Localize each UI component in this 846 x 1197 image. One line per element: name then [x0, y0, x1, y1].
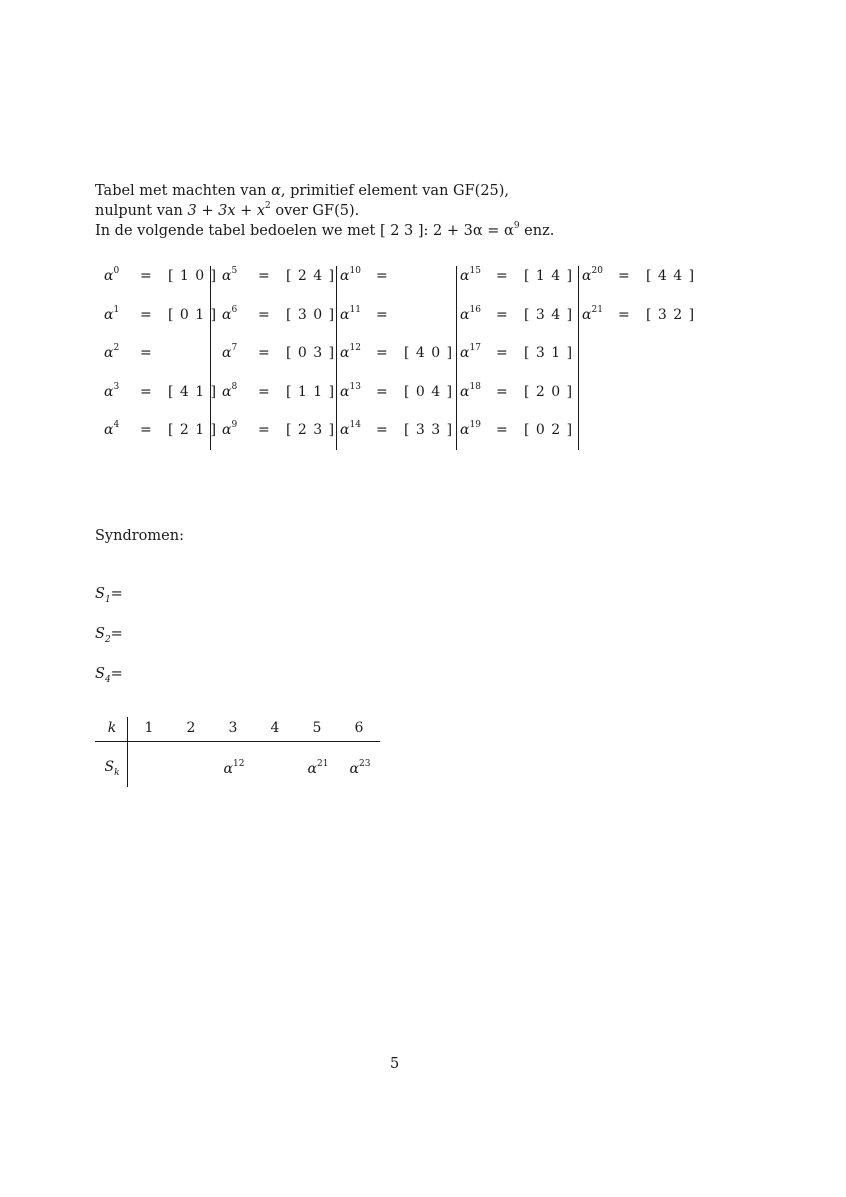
powers-row	[222, 422, 336, 442]
power-label	[222, 422, 237, 438]
alpha-symbol: α	[104, 345, 114, 361]
alpha-symbol: α	[460, 384, 470, 400]
sk-value	[342, 761, 378, 777]
powers-group	[336, 266, 457, 450]
alpha-symbol: α	[340, 268, 350, 284]
alpha-symbol: α	[340, 422, 350, 438]
sk-exponent: 23	[359, 759, 371, 770]
power-label	[582, 307, 603, 323]
alpha-symbol: α	[104, 307, 114, 323]
alpha-symbol: α	[460, 422, 470, 438]
powers-row	[340, 307, 456, 327]
table-vertical-rule	[127, 717, 128, 787]
power-exponent: 12	[349, 343, 361, 354]
alpha-symbol: α	[582, 307, 592, 323]
power-label	[460, 345, 481, 361]
sk-header	[97, 759, 127, 778]
power-label	[340, 345, 361, 361]
power-label	[460, 384, 481, 400]
alpha-symbol: α	[222, 345, 232, 361]
powers-row	[582, 305, 696, 327]
powers-row	[460, 345, 578, 365]
alpha-symbol: α	[460, 268, 470, 284]
equals-sign: =	[258, 268, 270, 284]
vector-value: [ 2 3 ]	[286, 422, 336, 438]
k-column-header: 1	[144, 720, 154, 736]
alpha-symbol: α	[104, 422, 114, 438]
intro-line-1: Tabel met machten van α, primitief element van GF(25),	[95, 183, 510, 199]
k-header	[97, 720, 127, 736]
power-exponent: 9	[231, 420, 238, 431]
equals-sign: =	[140, 345, 152, 361]
page-number: 5	[390, 1056, 400, 1072]
equals-sign: =	[376, 268, 388, 284]
alpha-symbol: α	[340, 345, 350, 361]
power-label	[222, 384, 237, 400]
vector-value: [ 3 3 ]	[404, 422, 454, 438]
k-column-header: 5	[312, 720, 322, 736]
alpha-symbol: α	[307, 761, 317, 777]
equals-sign: =	[496, 422, 508, 438]
k-column-header: 6	[354, 720, 364, 736]
alpha-symbol: α	[104, 384, 114, 400]
table-horizontal-rule	[95, 741, 380, 742]
sk-value	[216, 761, 252, 777]
power-label	[104, 345, 119, 361]
equals-sign: =	[110, 586, 123, 602]
power-exponent: 2	[113, 343, 120, 354]
power-exponent: 11	[349, 305, 361, 316]
powers-group	[218, 266, 337, 450]
power-label	[460, 268, 481, 284]
alpha-symbol: α	[349, 761, 359, 777]
sk-index: k	[114, 767, 120, 778]
powers-row	[222, 384, 336, 404]
equals-sign: =	[376, 422, 388, 438]
power-label	[340, 422, 361, 438]
power-exponent: 20	[591, 266, 603, 277]
k-column-header: 4	[270, 720, 280, 736]
alpha-symbol: α	[222, 268, 232, 284]
alpha-symbol: α	[582, 268, 592, 284]
intro-line-2: nulpunt van $3 + 3x + x^2$ over GF(5).	[95, 201, 360, 219]
power-label	[104, 422, 119, 438]
power-exponent: 15	[469, 266, 481, 277]
equals-sign: =	[496, 307, 508, 323]
equals-sign: =	[618, 268, 630, 284]
vector-value: [ 1 1 ]	[286, 384, 336, 400]
powers-group	[100, 266, 218, 450]
equals-sign: =	[496, 268, 508, 284]
powers-row	[340, 422, 456, 442]
equals-sign: =	[110, 626, 123, 642]
vector-value: [ 4 0 ]	[404, 345, 454, 361]
syndrome-item	[95, 626, 123, 645]
intro-line-3: In de volgende tabel bedoelen we met [ 2 3 ]: $2 + 3\alpha = \alpha^9$ enz.	[95, 221, 555, 239]
power-exponent: 13	[349, 382, 361, 393]
alpha-symbol: α	[460, 345, 470, 361]
power-exponent: 19	[469, 420, 481, 431]
powers-row	[104, 420, 218, 442]
vector-value: [ 0 4 ]	[404, 384, 454, 400]
power-label	[582, 268, 603, 284]
power-label	[104, 307, 119, 323]
syndrome-item	[95, 586, 123, 605]
vector-value: [ 3 4 ]	[524, 307, 574, 323]
equals-sign: =	[258, 345, 270, 361]
vector-value: [ 2 0 ]	[524, 384, 574, 400]
equals-sign: =	[140, 268, 152, 284]
powers-row	[222, 268, 336, 288]
powers-row	[340, 345, 456, 365]
syndrome-symbol: S	[95, 626, 105, 642]
vector-value: [ 3 2 ]	[646, 307, 696, 323]
powers-row	[460, 422, 578, 442]
equals-sign: =	[258, 384, 270, 400]
equals-sign: =	[376, 384, 388, 400]
equals-sign: =	[140, 384, 152, 400]
equals-sign: =	[376, 345, 388, 361]
power-exponent: 7	[231, 343, 238, 354]
power-exponent: 6	[231, 305, 238, 316]
equals-sign: =	[140, 422, 152, 438]
power-exponent: 8	[231, 382, 238, 393]
vector-value: [ 0 3 ]	[286, 345, 336, 361]
power-label	[222, 307, 237, 323]
k-label: k	[107, 720, 117, 736]
power-label	[104, 268, 119, 284]
powers-row	[104, 266, 218, 288]
sk-value	[300, 761, 336, 777]
power-exponent: 3	[113, 382, 120, 393]
powers-row	[340, 268, 456, 288]
powers-row	[104, 382, 218, 404]
vector-value: [ 0 2 ]	[524, 422, 574, 438]
vector-value: [ 4 1 ]	[168, 384, 218, 400]
power-exponent: 17	[469, 343, 481, 354]
equals-sign: =	[110, 666, 123, 682]
alpha-symbol: α	[222, 384, 232, 400]
power-exponent: 16	[469, 305, 481, 316]
powers-row	[460, 307, 578, 327]
equals-sign: =	[376, 307, 388, 323]
equals-sign: =	[258, 307, 270, 323]
vector-value: [ 3 0 ]	[286, 307, 336, 323]
powers-row	[582, 266, 696, 288]
powers-row	[460, 384, 578, 404]
power-exponent: 21	[591, 305, 603, 316]
syndrome-symbol: S	[95, 666, 105, 682]
alpha-symbol: α	[223, 761, 233, 777]
alpha-symbol: α	[340, 307, 350, 323]
power-label	[460, 422, 481, 438]
powers-row	[104, 345, 210, 365]
power-exponent: 5	[231, 266, 238, 277]
power-label	[104, 384, 119, 400]
sk-exponent: 12	[233, 759, 245, 770]
equals-sign: =	[258, 422, 270, 438]
power-label	[340, 307, 361, 323]
power-exponent: 1	[113, 305, 120, 316]
syndrome-index: 4	[104, 674, 111, 685]
powers-group	[456, 266, 579, 450]
vector-value: [ 4 4 ]	[646, 268, 696, 284]
power-label	[460, 307, 481, 323]
intro-text	[95, 181, 554, 241]
power-exponent: 10	[349, 266, 361, 277]
alpha-symbol: α	[340, 384, 350, 400]
vector-value: [ 3 1 ]	[524, 345, 574, 361]
syndrome-table	[95, 717, 380, 787]
power-label	[340, 384, 361, 400]
equals-sign: =	[496, 384, 508, 400]
power-exponent: 14	[349, 420, 361, 431]
powers-row	[222, 345, 336, 365]
powers-row	[222, 307, 336, 327]
powers-row	[340, 384, 456, 404]
power-label	[222, 268, 237, 284]
powers-row	[460, 268, 578, 288]
alpha-symbol: α	[460, 307, 470, 323]
equals-sign: =	[618, 307, 630, 323]
syndrome-symbol: S	[95, 586, 105, 602]
syndrome-index: 1	[104, 594, 111, 605]
power-exponent: 18	[469, 382, 481, 393]
sk-symbol: S	[104, 759, 115, 775]
equals-sign: =	[496, 345, 508, 361]
alpha-symbol: α	[222, 307, 232, 323]
alpha-symbol: α	[222, 422, 232, 438]
power-exponent: 0	[113, 266, 120, 277]
syndrome-item	[95, 666, 123, 685]
vector-value: [ 1 0 ]	[168, 268, 218, 284]
equals-sign: =	[140, 307, 152, 323]
alpha-symbol: α	[104, 268, 114, 284]
k-column-header: 2	[186, 720, 196, 736]
vector-value: [ 2 1 ]	[168, 422, 218, 438]
syndrome-index: 2	[104, 634, 111, 645]
power-label	[340, 268, 361, 284]
vector-value: [ 2 4 ]	[286, 268, 336, 284]
powers-row	[104, 305, 218, 327]
k-column-header: 3	[228, 720, 238, 736]
vector-value: [ 0 1 ]	[168, 307, 218, 323]
power-label	[222, 345, 237, 361]
power-exponent: 4	[113, 420, 120, 431]
vector-value: [ 1 4 ]	[524, 268, 574, 284]
sk-exponent: 21	[317, 759, 329, 770]
syndromes-heading: Syndromen:	[95, 528, 184, 544]
